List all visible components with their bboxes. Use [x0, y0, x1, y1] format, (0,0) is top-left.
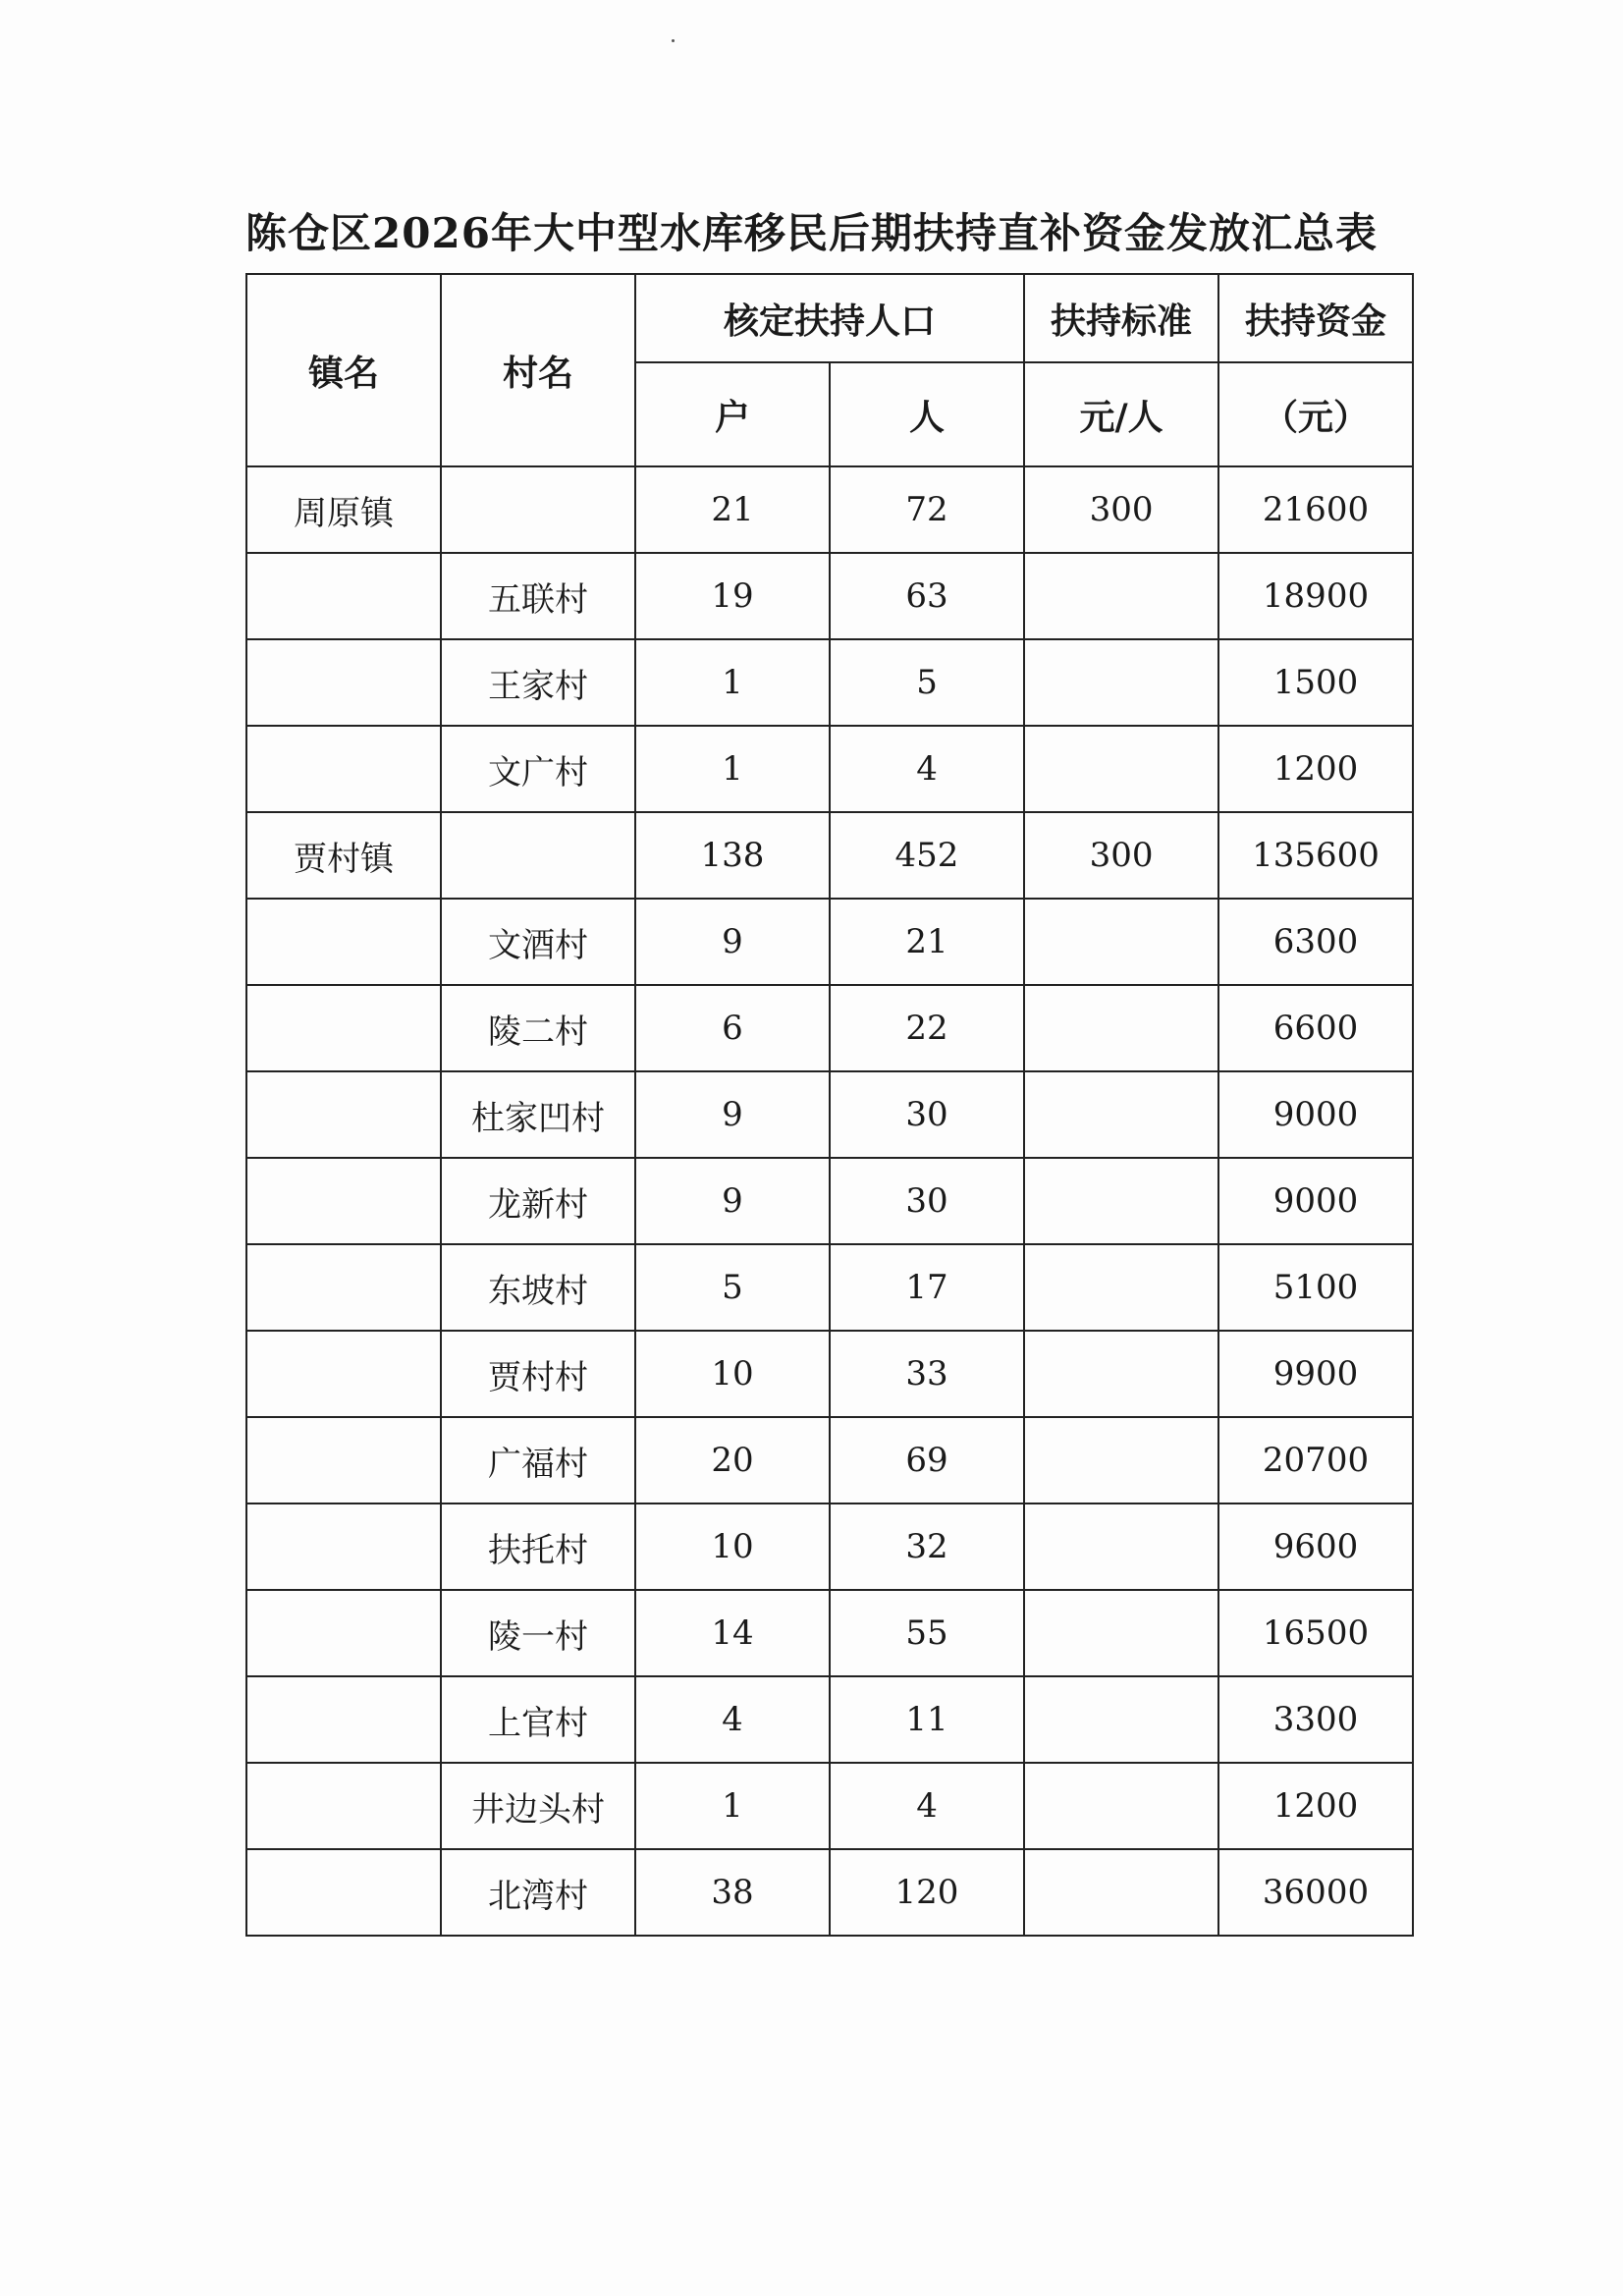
cell-fund: 9000	[1218, 1158, 1413, 1244]
cell-fund: 21600	[1218, 466, 1413, 553]
cell-standard	[1024, 1158, 1218, 1244]
cell-people: 21	[830, 899, 1024, 985]
cell-fund: 3300	[1218, 1676, 1413, 1763]
cell-people: 55	[830, 1590, 1024, 1676]
cell-town	[246, 1244, 441, 1331]
cell-town	[246, 899, 441, 985]
header-standard: 扶持标准	[1024, 274, 1218, 362]
cell-households: 19	[635, 553, 830, 639]
cell-town	[246, 1849, 441, 1936]
cell-households: 9	[635, 1158, 830, 1244]
cell-standard	[1024, 1590, 1218, 1676]
cell-standard	[1024, 985, 1218, 1071]
cell-standard	[1024, 726, 1218, 812]
scan-speck	[672, 39, 675, 42]
table-row	[246, 1763, 1413, 1849]
cell-fund: 1200	[1218, 726, 1413, 812]
cell-people: 22	[830, 985, 1024, 1071]
cell-fund: 6300	[1218, 899, 1413, 985]
table-row	[246, 1244, 1413, 1331]
table-row	[246, 1676, 1413, 1763]
cell-fund: 16500	[1218, 1590, 1413, 1676]
table-row	[246, 1849, 1413, 1936]
cell-town	[246, 1158, 441, 1244]
header-people: 人	[830, 362, 1024, 466]
header-village: 村名	[441, 274, 635, 466]
cell-fund: 20700	[1218, 1417, 1413, 1503]
cell-standard	[1024, 1244, 1218, 1331]
cell-people: 72	[830, 466, 1024, 553]
cell-households: 9	[635, 1071, 830, 1158]
header-town: 镇名	[246, 274, 441, 466]
cell-town	[246, 553, 441, 639]
cell-people: 11	[830, 1676, 1024, 1763]
cell-standard	[1024, 1331, 1218, 1417]
cell-households: 10	[635, 1331, 830, 1417]
cell-fund: 135600	[1218, 812, 1413, 899]
cell-people: 63	[830, 553, 1024, 639]
cell-town	[246, 1590, 441, 1676]
cell-town	[246, 639, 441, 726]
cell-fund: 9900	[1218, 1331, 1413, 1417]
table-row	[246, 1590, 1413, 1676]
cell-fund: 18900	[1218, 553, 1413, 639]
table-row	[246, 1158, 1413, 1244]
cell-standard: 300	[1024, 466, 1218, 553]
cell-standard	[1024, 1503, 1218, 1590]
cell-households: 4	[635, 1676, 830, 1763]
cell-village: 陵二村	[441, 985, 635, 1071]
cell-fund: 36000	[1218, 1849, 1413, 1936]
document-title: 陈仓区2026年大中型水库移民后期扶持直补资金发放汇总表	[245, 209, 1378, 257]
cell-village: 井边头村	[441, 1763, 635, 1849]
cell-town	[246, 1071, 441, 1158]
cell-village: 文广村	[441, 726, 635, 812]
cell-village: 陵一村	[441, 1590, 635, 1676]
table-row	[246, 1071, 1413, 1158]
table-row	[246, 639, 1413, 726]
cell-fund: 5100	[1218, 1244, 1413, 1331]
cell-village: 东坡村	[441, 1244, 635, 1331]
cell-fund: 1200	[1218, 1763, 1413, 1849]
cell-village: 五联村	[441, 553, 635, 639]
cell-town	[246, 1331, 441, 1417]
cell-fund: 9600	[1218, 1503, 1413, 1590]
cell-standard	[1024, 1676, 1218, 1763]
cell-standard	[1024, 1763, 1218, 1849]
cell-village: 上官村	[441, 1676, 635, 1763]
cell-households: 14	[635, 1590, 830, 1676]
cell-households: 38	[635, 1849, 830, 1936]
cell-standard	[1024, 1071, 1218, 1158]
cell-village: 杜家凹村	[441, 1071, 635, 1158]
cell-people: 4	[830, 726, 1024, 812]
cell-town: 贾村镇	[246, 812, 441, 899]
table-row	[246, 726, 1413, 812]
cell-standard	[1024, 1417, 1218, 1503]
cell-town	[246, 1503, 441, 1590]
cell-households: 6	[635, 985, 830, 1071]
cell-town: 周原镇	[246, 466, 441, 553]
header-row-1	[246, 274, 1413, 362]
cell-people: 120	[830, 1849, 1024, 1936]
cell-people: 5	[830, 639, 1024, 726]
header-standard-unit: 元/人	[1024, 362, 1218, 466]
cell-fund: 1500	[1218, 639, 1413, 726]
cell-fund: 6600	[1218, 985, 1413, 1071]
cell-village: 北湾村	[441, 1849, 635, 1936]
cell-people: 30	[830, 1071, 1024, 1158]
cell-people: 30	[830, 1158, 1024, 1244]
header-population-group: 核定扶持人口	[635, 274, 1024, 362]
cell-people: 17	[830, 1244, 1024, 1331]
cell-town	[246, 1417, 441, 1503]
table-row	[246, 812, 1413, 899]
cell-village: 王家村	[441, 639, 635, 726]
cell-village: 广福村	[441, 1417, 635, 1503]
cell-households: 5	[635, 1244, 830, 1331]
cell-people: 452	[830, 812, 1024, 899]
cell-standard	[1024, 553, 1218, 639]
cell-people: 4	[830, 1763, 1024, 1849]
cell-households: 1	[635, 639, 830, 726]
cell-village: 贾村村	[441, 1331, 635, 1417]
cell-town	[246, 1763, 441, 1849]
cell-village	[441, 466, 635, 553]
cell-households: 1	[635, 1763, 830, 1849]
header-households: 户	[635, 362, 830, 466]
table-row	[246, 1417, 1413, 1503]
cell-people: 33	[830, 1331, 1024, 1417]
cell-people: 69	[830, 1417, 1024, 1503]
cell-households: 138	[635, 812, 830, 899]
cell-standard	[1024, 899, 1218, 985]
cell-standard: 300	[1024, 812, 1218, 899]
cell-town	[246, 726, 441, 812]
table-row	[246, 899, 1413, 985]
cell-town	[246, 985, 441, 1071]
header-fund: 扶持资金	[1218, 274, 1413, 362]
table-row	[246, 553, 1413, 639]
cell-village	[441, 812, 635, 899]
cell-households: 10	[635, 1503, 830, 1590]
table-row	[246, 985, 1413, 1071]
table-row	[246, 1503, 1413, 1590]
subsidy-summary-table	[245, 273, 1414, 1937]
cell-town	[246, 1676, 441, 1763]
cell-standard	[1024, 1849, 1218, 1936]
header-fund-unit: （元）	[1218, 362, 1413, 466]
table-row	[246, 1331, 1413, 1417]
table-row	[246, 466, 1413, 553]
cell-people: 32	[830, 1503, 1024, 1590]
cell-village: 文酒村	[441, 899, 635, 985]
cell-households: 1	[635, 726, 830, 812]
cell-households: 21	[635, 466, 830, 553]
cell-standard	[1024, 639, 1218, 726]
cell-households: 20	[635, 1417, 830, 1503]
cell-households: 9	[635, 899, 830, 985]
cell-village: 龙新村	[441, 1158, 635, 1244]
cell-fund: 9000	[1218, 1071, 1413, 1158]
cell-village: 扶托村	[441, 1503, 635, 1590]
